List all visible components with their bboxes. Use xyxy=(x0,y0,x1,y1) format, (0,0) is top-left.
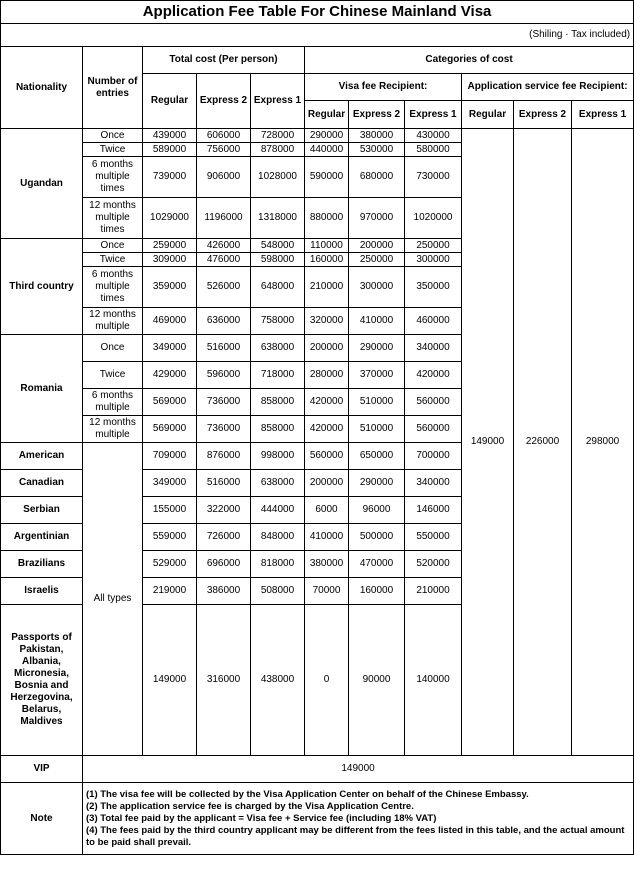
fee-value-cell: 140000 xyxy=(405,605,462,756)
note-line: (3) Total fee paid by the applicant = Visa fee + Service fee (including 18% VAT) xyxy=(86,812,437,824)
service-fee-cell: 298000 xyxy=(572,129,634,756)
fee-value-cell: 410000 xyxy=(305,524,349,551)
nationality-cell: Israelis xyxy=(1,578,83,605)
note-line: (1) The visa fee will be collected by the Visa Application Center on behalf of the Chinese Embassy. xyxy=(86,788,529,800)
service-fee-header: Application service fee Recipient: xyxy=(462,74,634,101)
fee-value-cell: 320000 xyxy=(305,308,349,335)
fee-value-cell: 444000 xyxy=(251,497,305,524)
fee-value-cell: 300000 xyxy=(405,253,462,267)
fee-value-cell: 758000 xyxy=(251,308,305,335)
service-express1-header: Express 1 xyxy=(572,101,634,129)
fee-value-cell: 818000 xyxy=(251,551,305,578)
fee-value-cell: 250000 xyxy=(349,253,405,267)
fee-value-cell: 6000 xyxy=(305,497,349,524)
fee-value-cell: 349000 xyxy=(143,335,197,362)
fee-value-cell: 309000 xyxy=(143,253,197,267)
fee-value-cell: 316000 xyxy=(197,605,251,756)
visa-express2-header: Express 2 xyxy=(349,101,405,129)
total-regular-header: Regular xyxy=(143,74,197,129)
entries-cell: 12 months multiple xyxy=(83,416,143,443)
fee-value-cell: 510000 xyxy=(349,416,405,443)
entries-cell: Once xyxy=(83,335,143,362)
fee-value-cell: 648000 xyxy=(251,267,305,308)
fee-value-cell: 426000 xyxy=(197,239,251,253)
fee-value-cell: 380000 xyxy=(305,551,349,578)
fee-value-cell: 300000 xyxy=(349,267,405,308)
nationality-cell: Third country xyxy=(1,239,83,335)
total-express2-header: Express 2 xyxy=(197,74,251,129)
fee-value-cell: 96000 xyxy=(349,497,405,524)
fee-value-cell: 370000 xyxy=(349,362,405,389)
total-express1-header: Express 1 xyxy=(251,74,305,129)
nationality-cell: Passports of Pakistan, Albania, Micronesia, Bosnia and Herzegovina, Belarus, Maldives xyxy=(1,605,83,756)
fee-value-cell: 739000 xyxy=(143,157,197,198)
fee-value-cell: 696000 xyxy=(197,551,251,578)
fee-value-cell: 386000 xyxy=(197,578,251,605)
entries-cell: 6 months multiple times xyxy=(83,267,143,308)
fee-value-cell: 508000 xyxy=(251,578,305,605)
fee-value-cell: 606000 xyxy=(197,129,251,143)
fee-value-cell: 219000 xyxy=(143,578,197,605)
nationality-cell: Serbian xyxy=(1,497,83,524)
fee-value-cell: 160000 xyxy=(305,253,349,267)
fee-value-cell: 420000 xyxy=(405,362,462,389)
visa-regular-header: Regular xyxy=(305,101,349,129)
fee-value-cell: 149000 xyxy=(143,605,197,756)
fee-value-cell: 858000 xyxy=(251,416,305,443)
fee-value-cell: 728000 xyxy=(251,129,305,143)
fee-value-cell: 250000 xyxy=(405,239,462,253)
fee-value-cell: 516000 xyxy=(197,470,251,497)
fee-value-cell: 709000 xyxy=(143,443,197,470)
fee-value-cell: 359000 xyxy=(143,267,197,308)
fee-value-cell: 160000 xyxy=(349,578,405,605)
fee-value-cell: 1318000 xyxy=(251,198,305,239)
fee-value-cell: 589000 xyxy=(143,143,197,157)
fee-value-cell: 470000 xyxy=(349,551,405,578)
fee-value-cell: 590000 xyxy=(305,157,349,198)
entries-cell: Twice xyxy=(83,362,143,389)
service-regular-header: Regular xyxy=(462,101,514,129)
fee-value-cell: 210000 xyxy=(305,267,349,308)
fee-value-cell: 559000 xyxy=(143,524,197,551)
fee-value-cell: 210000 xyxy=(405,578,462,605)
fee-value-cell: 410000 xyxy=(349,308,405,335)
categories-header: Categories of cost xyxy=(305,47,634,74)
entries-cell: Twice xyxy=(83,253,143,267)
fee-value-cell: 906000 xyxy=(197,157,251,198)
fee-value-cell: 876000 xyxy=(197,443,251,470)
fee-value-cell: 476000 xyxy=(197,253,251,267)
fee-value-cell: 700000 xyxy=(405,443,462,470)
fee-value-cell: 70000 xyxy=(305,578,349,605)
fee-value-cell: 638000 xyxy=(251,335,305,362)
nationality-cell: Ugandan xyxy=(1,129,83,239)
table-title: Application Fee Table For Chinese Mainland Visa xyxy=(1,1,634,24)
note-row xyxy=(1,783,634,855)
fee-value-cell: 580000 xyxy=(405,143,462,157)
fee-value-cell: 290000 xyxy=(349,470,405,497)
fee-value-cell: 259000 xyxy=(143,239,197,253)
fee-value-cell: 0 xyxy=(305,605,349,756)
vip-label: VIP xyxy=(1,756,83,783)
fee-value-cell: 340000 xyxy=(405,335,462,362)
vip-value: 149000 xyxy=(83,756,634,783)
note-body xyxy=(83,783,634,855)
all-types-cell: All types xyxy=(83,443,143,756)
fee-value-cell: 520000 xyxy=(405,551,462,578)
fee-value-cell: 469000 xyxy=(143,308,197,335)
service-fee-cell: 226000 xyxy=(514,129,572,756)
fee-value-cell: 638000 xyxy=(251,470,305,497)
fee-value-cell: 322000 xyxy=(197,497,251,524)
entries-cell: Once xyxy=(83,239,143,253)
fee-value-cell: 510000 xyxy=(349,389,405,416)
table-row xyxy=(1,129,634,143)
nationality-cell: Canadian xyxy=(1,470,83,497)
fee-value-cell: 970000 xyxy=(349,198,405,239)
note-line: (4) The fees paid by the third country applicant may be different from the fees listed in this table, and the actual amount to be paid shall prevail. xyxy=(86,824,625,848)
total-cost-header: Total cost (Per person) xyxy=(143,47,305,74)
fee-value-cell: 1029000 xyxy=(143,198,197,239)
fee-value-cell: 349000 xyxy=(143,470,197,497)
fee-value-cell: 550000 xyxy=(405,524,462,551)
service-fee-cell: 149000 xyxy=(462,129,514,756)
fee-value-cell: 516000 xyxy=(197,335,251,362)
fee-value-cell: 880000 xyxy=(305,198,349,239)
fee-value-cell: 650000 xyxy=(349,443,405,470)
entries-cell: 6 months multiple times xyxy=(83,157,143,198)
fee-value-cell: 526000 xyxy=(197,267,251,308)
fee-value-cell: 200000 xyxy=(305,335,349,362)
fee-value-cell: 438000 xyxy=(251,605,305,756)
fee-value-cell: 90000 xyxy=(349,605,405,756)
fee-value-cell: 718000 xyxy=(251,362,305,389)
nationality-header: Nationality xyxy=(1,47,83,129)
fee-value-cell: 878000 xyxy=(251,143,305,157)
nationality-cell: Brazilians xyxy=(1,551,83,578)
nationality-cell: Argentinian xyxy=(1,524,83,551)
entries-cell: 12 months multiple xyxy=(83,308,143,335)
fee-value-cell: 439000 xyxy=(143,129,197,143)
fee-value-cell: 560000 xyxy=(405,416,462,443)
fee-value-cell: 1196000 xyxy=(197,198,251,239)
fee-value-cell: 560000 xyxy=(405,389,462,416)
fee-value-cell: 548000 xyxy=(251,239,305,253)
visa-express1-header: Express 1 xyxy=(405,101,462,129)
fee-value-cell: 420000 xyxy=(305,389,349,416)
fee-value-cell: 290000 xyxy=(305,129,349,143)
entries-cell: Once xyxy=(83,129,143,143)
fee-value-cell: 200000 xyxy=(305,470,349,497)
nationality-cell: American xyxy=(1,443,83,470)
fee-value-cell: 429000 xyxy=(143,362,197,389)
fee-value-cell: 340000 xyxy=(405,470,462,497)
fee-value-cell: 1020000 xyxy=(405,198,462,239)
entries-cell: 12 months multiple times xyxy=(83,198,143,239)
fee-value-cell: 680000 xyxy=(349,157,405,198)
fee-value-cell: 155000 xyxy=(143,497,197,524)
fee-value-cell: 998000 xyxy=(251,443,305,470)
fee-value-cell: 110000 xyxy=(305,239,349,253)
fee-value-cell: 500000 xyxy=(349,524,405,551)
visa-fee-header: Visa fee Recipient: xyxy=(305,74,462,101)
fee-value-cell: 290000 xyxy=(349,335,405,362)
fee-value-cell: 530000 xyxy=(349,143,405,157)
fee-value-cell: 730000 xyxy=(405,157,462,198)
fee-value-cell: 569000 xyxy=(143,416,197,443)
fee-value-cell: 736000 xyxy=(197,416,251,443)
fee-value-cell: 858000 xyxy=(251,389,305,416)
fee-value-cell: 350000 xyxy=(405,267,462,308)
nationality-cell: Romania xyxy=(1,335,83,443)
fee-value-cell: 420000 xyxy=(305,416,349,443)
fee-value-cell: 636000 xyxy=(197,308,251,335)
entries-cell: 6 months multiple xyxy=(83,389,143,416)
fee-value-cell: 529000 xyxy=(143,551,197,578)
fee-value-cell: 200000 xyxy=(349,239,405,253)
fee-value-cell: 430000 xyxy=(405,129,462,143)
fee-value-cell: 569000 xyxy=(143,389,197,416)
fee-value-cell: 146000 xyxy=(405,497,462,524)
fee-value-cell: 726000 xyxy=(197,524,251,551)
note-label: Note xyxy=(1,783,83,855)
fee-value-cell: 1028000 xyxy=(251,157,305,198)
entries-cell: Twice xyxy=(83,143,143,157)
entries-header: Number of entries xyxy=(83,47,143,129)
fee-value-cell: 460000 xyxy=(405,308,462,335)
fee-value-cell: 736000 xyxy=(197,389,251,416)
fee-value-cell: 598000 xyxy=(251,253,305,267)
fee-value-cell: 596000 xyxy=(197,362,251,389)
vip-row xyxy=(1,756,634,783)
service-express2-header: Express 2 xyxy=(514,101,572,129)
currency-note: (Shiling · Tax included) xyxy=(1,24,634,47)
fee-value-cell: 380000 xyxy=(349,129,405,143)
note-line: (2) The application service fee is charged by the Visa Application Centre. xyxy=(86,800,414,812)
fee-value-cell: 756000 xyxy=(197,143,251,157)
fee-value-cell: 280000 xyxy=(305,362,349,389)
fee-value-cell: 440000 xyxy=(305,143,349,157)
fee-value-cell: 848000 xyxy=(251,524,305,551)
fee-value-cell: 560000 xyxy=(305,443,349,470)
